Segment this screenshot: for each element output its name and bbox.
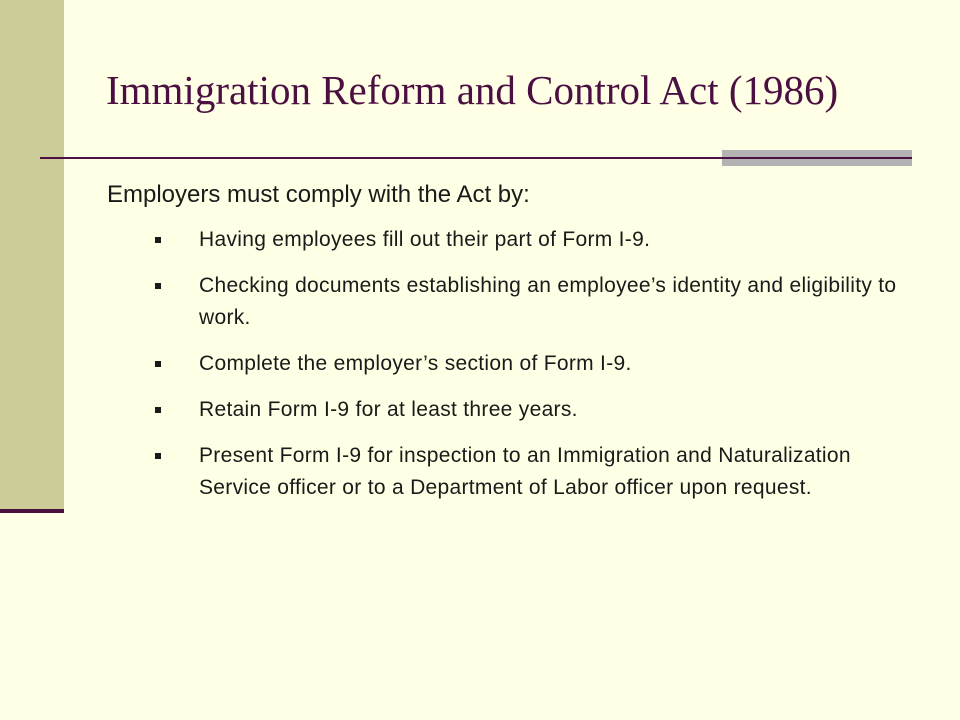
bullet-text: Complete the employer’s section of Form I-9. [199,352,632,375]
square-bullet-icon [155,453,161,459]
bullet-item [155,224,915,256]
square-bullet-icon [155,407,161,413]
left-decorative-bar [0,0,64,510]
left-bar-underline [0,509,64,513]
bullet-item [155,270,915,334]
body-heading: Employers must comply with the Act by: [107,181,530,208]
square-bullet-icon [155,361,161,367]
bullet-list [155,224,915,504]
title-divider-accent [722,150,912,166]
bullet-text: Retain Form I-9 for at least three years. [199,398,578,421]
bullet-item [155,348,915,380]
bullet-item [155,394,915,426]
square-bullet-icon [155,283,161,289]
bullet-text: Having employees fill out their part of Form I-9. [199,228,651,251]
slide-title: Immigration Reform and Control Act (1986) [106,67,839,113]
bullet-item [155,440,915,504]
square-bullet-icon [155,237,161,243]
bullet-text: Present Form I-9 for inspection to an Immigration and Naturalization Service officer or to a Department of Labor officer upon request. [199,444,851,499]
bullet-text: Checking documents establishing an employee’s identity and eligibility to work. [199,274,897,329]
